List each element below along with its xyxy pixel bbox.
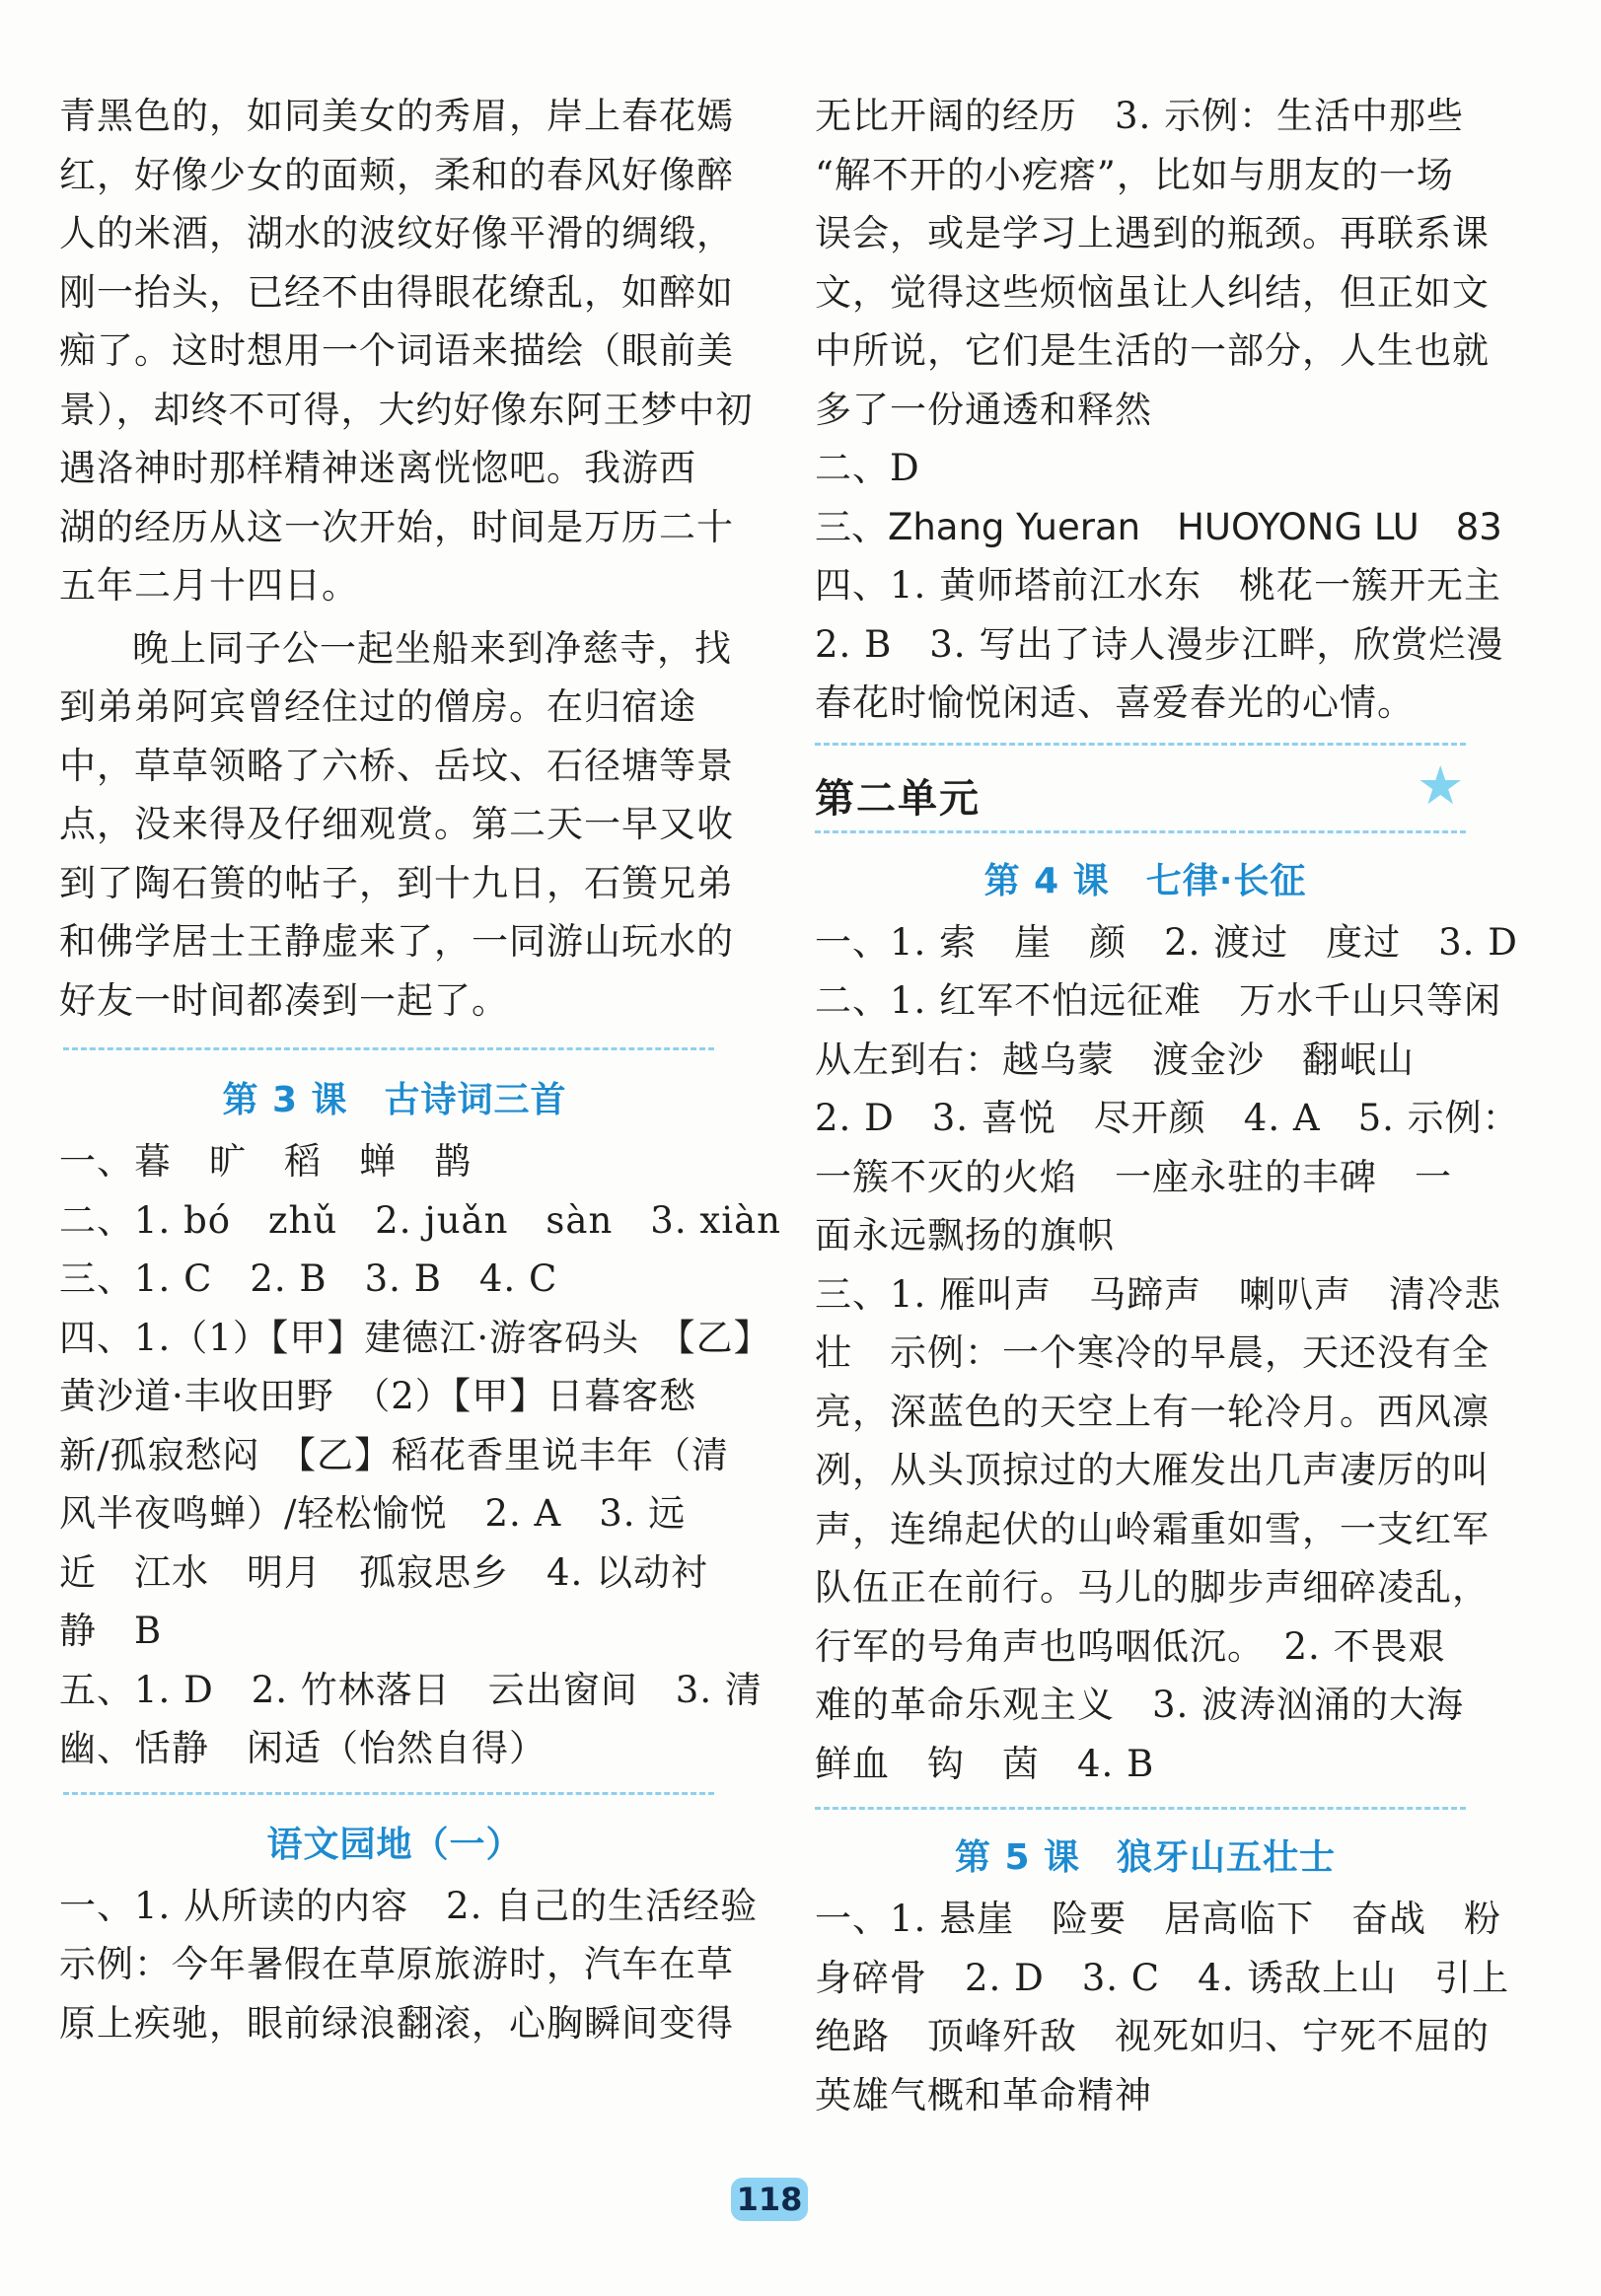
garden-1-answers xyxy=(59,1877,759,2053)
lesson-5-title: 第 5 课 狼牙山五壮士 xyxy=(954,1837,1337,1878)
answer-line: 英雄气概和革命精神 xyxy=(815,2073,1152,2117)
answer-line: 队伍正在前行。马儿的脚步声细碎凌乱， xyxy=(815,1566,1490,1609)
text-line: 人的米酒，湖水的波纹好像平滑的绸缎， xyxy=(59,212,734,254)
garden-1-answers-cont xyxy=(815,87,1504,733)
page-number: 118 xyxy=(731,2178,808,2221)
answer-line: 新/孤寂愁闷 【乙】稻花香里说丰年（清 xyxy=(59,1433,729,1476)
answer-line: 亮，深蓝色的天空上有一轮冷月。西风凛 xyxy=(815,1390,1490,1433)
answer-line: 壮 示例：一个寒冷的早晨，天还没有全 xyxy=(815,1331,1490,1374)
answer-line: 五、1. D 2. 竹林落日 云出窗间 3. 清 xyxy=(59,1668,763,1711)
answer-line: 三、1. C 2. B 3. B 4. C xyxy=(59,1257,558,1300)
section-divider xyxy=(815,1807,1466,1810)
text-line: 痴了。这时想用一个词语来描绘（眼前美 xyxy=(59,329,734,372)
text-line: 五年二月十四日。 xyxy=(59,564,359,607)
answer-line: 2. B 3. 写出了诗人漫步江畔，欣赏烂漫 xyxy=(815,622,1504,666)
answer-line: 一、1. 悬崖 险要 居高临下 奋战 粉 xyxy=(815,1898,1502,1940)
text-line: 青黑色的，如同美女的秀眉，岸上春花嫣 xyxy=(59,95,734,137)
unit-underline xyxy=(815,830,1466,833)
unit-title: 第二单元 xyxy=(815,775,981,822)
text-line: 景），却终不可得，大约好像东阿王梦中初 xyxy=(59,388,754,431)
lesson-4-title: 第 4 课 七律·长征 xyxy=(983,860,1307,901)
text-line: 和佛学居士王静虚来了，一同游山玩水的 xyxy=(59,920,734,963)
answer-line: 文，觉得这些烦恼虽让人纠结，但正如文 xyxy=(815,270,1490,314)
answer-line: 从左到右：越乌蒙 渡金沙 翻岷山 xyxy=(815,1038,1415,1081)
text-line: 点，没来得及仔细观赏。第二天一早又收 xyxy=(59,803,734,845)
answer-line: 面永远飘扬的旗帜 xyxy=(815,1214,1115,1256)
answer-line: 风半夜鸣蝉）/轻松愉悦 2. A 3. 远 xyxy=(59,1492,687,1535)
answer-line: 身碎骨 2. D 3. C 4. 诱敌上山 引上 xyxy=(815,1956,1510,1999)
answer-line: 声，连绵起伏的山岭霜重如雪，一支红军 xyxy=(815,1507,1490,1550)
answer-line: 中所说，它们是生活的一部分，人生也就 xyxy=(815,329,1490,372)
answer-line: 误会，或是学习上遇到的瓶颈。再联系课 xyxy=(815,212,1490,254)
section-divider xyxy=(63,1047,714,1050)
answer-line: 近 江水 明月 孤寂思乡 4. 以动衬 xyxy=(59,1550,709,1594)
answer-line: 静 B xyxy=(59,1610,163,1652)
unit-heading xyxy=(815,746,1476,830)
text-line: 刚一抬头，已经不由得眼花缭乱，如醉如 xyxy=(59,270,734,314)
text-line: 湖的经历从这一次开始，时间是万历二十 xyxy=(59,505,734,548)
answer-line: 绝路 顶峰歼敌 视死如归、宁死不屈的 xyxy=(815,2015,1490,2057)
answer-line: 二、D xyxy=(815,447,920,489)
lesson-3-title: 第 3 课 古诗词三首 xyxy=(222,1080,567,1120)
right-column xyxy=(815,87,1520,2124)
text-line: 中，草草领略了六桥、岳坟、石径塘等景 xyxy=(59,744,734,787)
answer-line: 示例：今年暑假在草原旅游时，汽车在草 xyxy=(59,1943,734,1985)
star-icon: ★ xyxy=(1417,753,1465,817)
text-line: 到弟弟阿宾曾经住过的僧房。在归宿途 xyxy=(59,685,696,728)
answer-line: 鲜血 钩 茵 4. B xyxy=(815,1742,1155,1785)
answer-line: 二、1. bó zhǔ 2. juǎn sàn 3. xiàn xyxy=(59,1198,781,1242)
answer-line: 行军的号角声也呜咽低沉。 2. 不畏艰 xyxy=(815,1624,1446,1668)
answer-line: 幽、恬静 闲适（怡然自得） xyxy=(59,1727,546,1769)
answer-line: 多了一份通透和释然 xyxy=(815,388,1152,431)
answer-line: 冽，从头顶掠过的大雁发出几声凄厉的叫 xyxy=(815,1449,1490,1491)
answer-line: 四、1.（1）【甲】建德江·游客码头 【乙】 xyxy=(59,1316,771,1359)
essay-paragraph-2 xyxy=(59,619,734,1031)
answer-line: 二、1. 红军不怕远征难 万水千山只等闲 xyxy=(815,979,1502,1022)
answer-line: 一簇不灭的火焰 一座永驻的丰碑 一 xyxy=(815,1155,1452,1198)
answer-line: “解不开的小疙瘩”，比如与朋友的一场 xyxy=(815,153,1454,196)
lesson-3-answers xyxy=(59,1132,781,1778)
answer-line: 三、1. 雁叫声 马蹄声 喇叭声 清冷悲 xyxy=(815,1272,1502,1316)
answer-line: 原上疾驰，眼前绿浪翻滚，心胸瞬间变得 xyxy=(59,2001,734,2045)
answer-line: 春花时愉悦闲适、喜爱春光的心情。 xyxy=(815,682,1415,724)
left-column xyxy=(59,87,781,2052)
answer-line: 难的革命乐观主义 3. 波涛汹涌的大海 xyxy=(815,1684,1465,1726)
answer-line: 一、暮 旷 稻 蝉 鹊 xyxy=(59,1140,472,1183)
answer-line: 黄沙道·丰收田野 （2）【甲】日暮客愁 xyxy=(59,1375,697,1417)
text-line: 晚上同子公一起坐船来到净慈寺，找 xyxy=(132,626,732,670)
answer-line: 四、1. 黄师塔前江水东 桃花一簇开无主 xyxy=(815,564,1502,607)
text-line: 红，好像少女的面颊，柔和的春风好像醉 xyxy=(59,153,734,196)
answer-line: 一、1. 从所读的内容 2. 自己的生活经验 xyxy=(59,1884,759,1927)
answer-line: 一、1. 索 崖 颜 2. 渡过 度过 3. D xyxy=(815,920,1518,964)
text-line: 好友一时间都凑到一起了。 xyxy=(59,978,509,1022)
text-line: 遇洛神时那样精神迷离恍惚吧。我游西 xyxy=(59,447,696,489)
answer-line: 无比开阔的经历 3. 示例：生活中那些 xyxy=(815,95,1465,137)
answer-line: 三、Zhang Yueran HUOYONG LU 83 xyxy=(815,505,1502,548)
essay-paragraph-1 xyxy=(59,87,754,615)
section-divider xyxy=(63,1792,714,1795)
answer-line: 2. D 3. 喜悦 尽开颜 4. A 5. 示例： xyxy=(815,1097,1520,1139)
garden-1-title: 语文园地（一） xyxy=(266,1824,523,1865)
lesson-4-answers xyxy=(815,913,1520,1794)
text-line: 到了陶石篑的帖子，到十九日，石篑兄弟 xyxy=(59,861,734,904)
lesson-5-answers xyxy=(815,1890,1510,2124)
